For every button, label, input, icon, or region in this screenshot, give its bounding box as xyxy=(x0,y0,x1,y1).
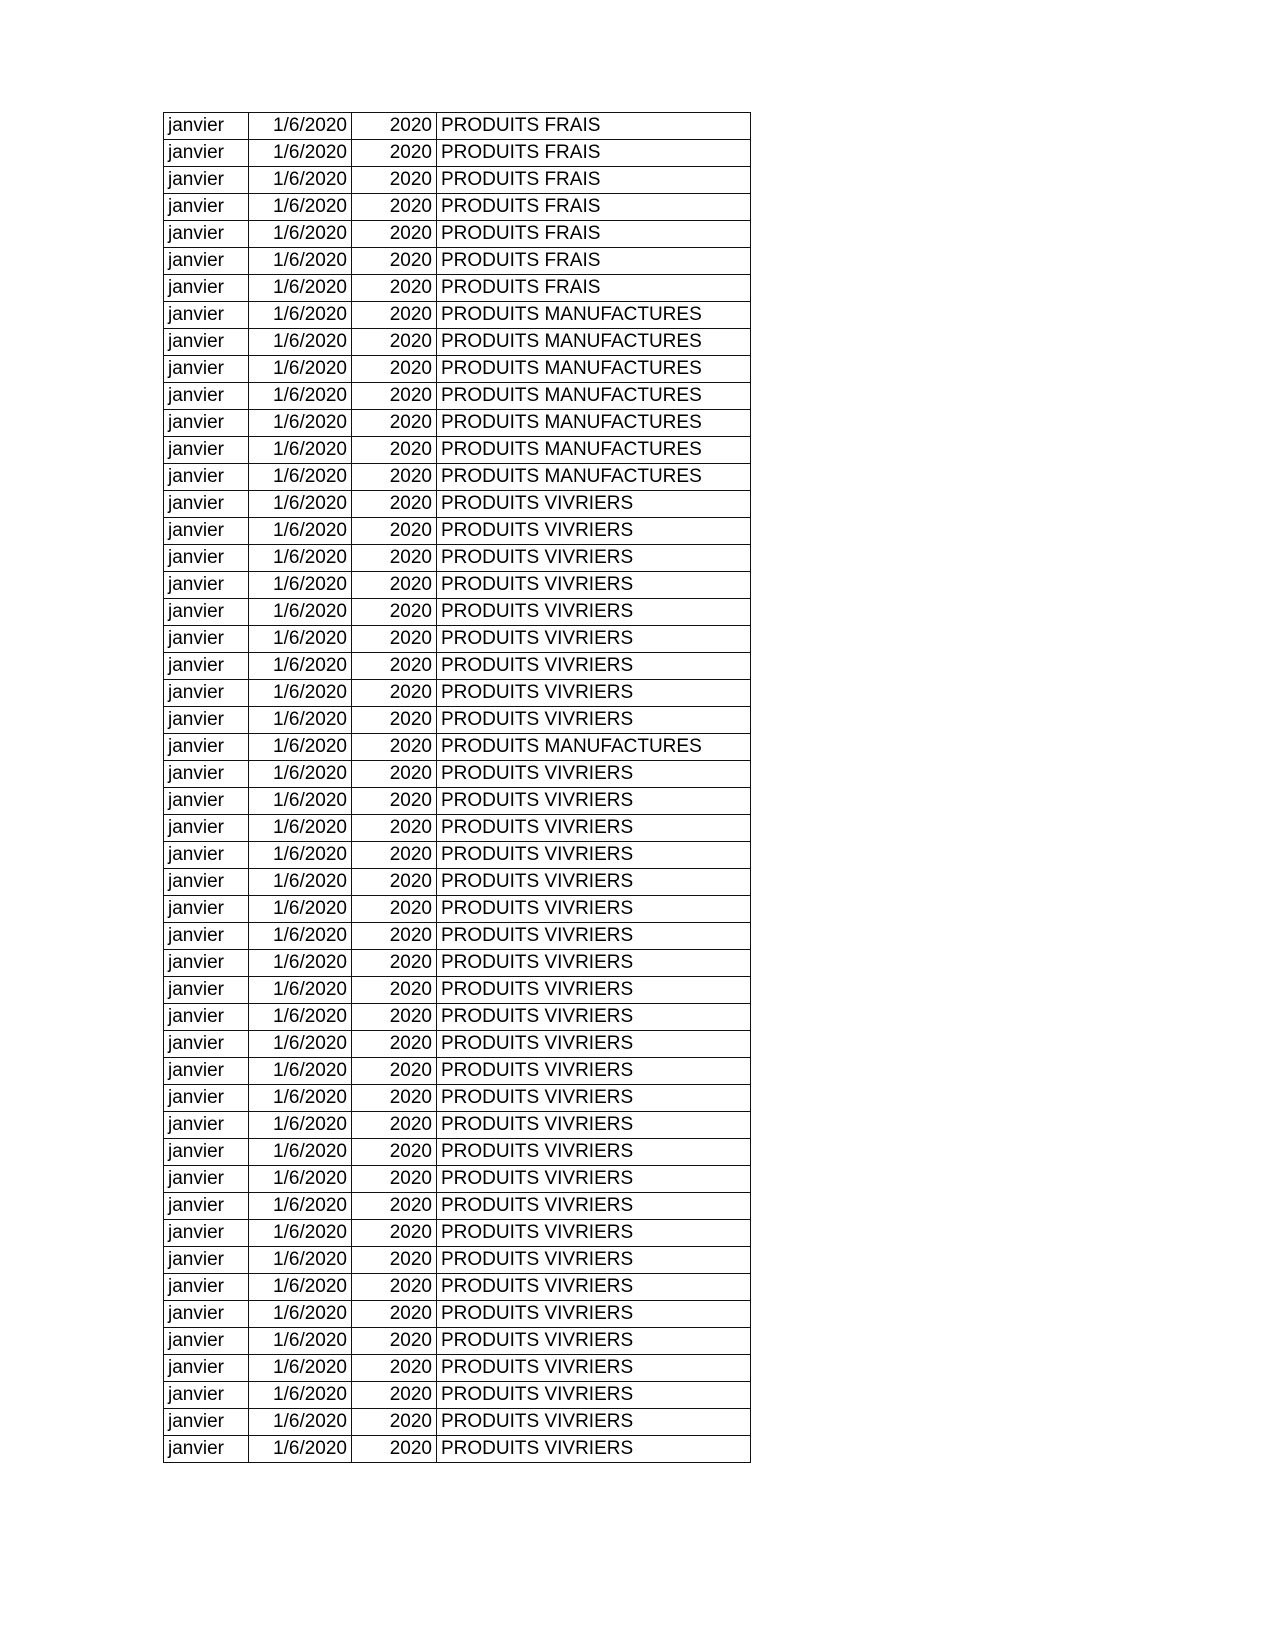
cell-year: 2020 xyxy=(352,788,437,815)
cell-date: 1/6/2020 xyxy=(249,626,352,653)
table-row xyxy=(164,1166,751,1193)
cell-date: 1/6/2020 xyxy=(249,923,352,950)
table-row xyxy=(164,1247,751,1274)
table-row xyxy=(164,707,751,734)
cell-category: PRODUITS VIVRIERS xyxy=(437,977,751,1004)
cell-category: PRODUITS VIVRIERS xyxy=(437,1139,751,1166)
cell-month: janvier xyxy=(164,329,249,356)
cell-month: janvier xyxy=(164,1409,249,1436)
cell-month: janvier xyxy=(164,950,249,977)
table-row xyxy=(164,896,751,923)
cell-year: 2020 xyxy=(352,815,437,842)
table-row xyxy=(164,869,751,896)
table-row xyxy=(164,140,751,167)
cell-category: PRODUITS MANUFACTURES xyxy=(437,410,751,437)
cell-year: 2020 xyxy=(352,950,437,977)
cell-date: 1/6/2020 xyxy=(249,1112,352,1139)
cell-year: 2020 xyxy=(352,491,437,518)
table-row xyxy=(164,410,751,437)
cell-category: PRODUITS VIVRIERS xyxy=(437,572,751,599)
cell-year: 2020 xyxy=(352,869,437,896)
cell-month: janvier xyxy=(164,518,249,545)
cell-year: 2020 xyxy=(352,545,437,572)
cell-date: 1/6/2020 xyxy=(249,437,352,464)
cell-month: janvier xyxy=(164,113,249,140)
cell-category: PRODUITS VIVRIERS xyxy=(437,788,751,815)
cell-date: 1/6/2020 xyxy=(249,518,352,545)
table-row xyxy=(164,1409,751,1436)
table-row xyxy=(164,518,751,545)
cell-month: janvier xyxy=(164,1139,249,1166)
cell-month: janvier xyxy=(164,275,249,302)
cell-year: 2020 xyxy=(352,1058,437,1085)
table-row xyxy=(164,977,751,1004)
cell-date: 1/6/2020 xyxy=(249,896,352,923)
cell-category: PRODUITS VIVRIERS xyxy=(437,842,751,869)
table-row xyxy=(164,1004,751,1031)
cell-year: 2020 xyxy=(352,1166,437,1193)
cell-year: 2020 xyxy=(352,923,437,950)
cell-category: PRODUITS FRAIS xyxy=(437,194,751,221)
table-row xyxy=(164,1436,751,1463)
cell-date: 1/6/2020 xyxy=(249,491,352,518)
cell-category: PRODUITS VIVRIERS xyxy=(437,1274,751,1301)
cell-year: 2020 xyxy=(352,1085,437,1112)
table-row xyxy=(164,1193,751,1220)
cell-date: 1/6/2020 xyxy=(249,1166,352,1193)
table-row xyxy=(164,1301,751,1328)
cell-category: PRODUITS VIVRIERS xyxy=(437,1328,751,1355)
table-row xyxy=(164,923,751,950)
cell-month: janvier xyxy=(164,194,249,221)
table-row xyxy=(164,1085,751,1112)
cell-category: PRODUITS VIVRIERS xyxy=(437,761,751,788)
cell-year: 2020 xyxy=(352,167,437,194)
cell-year: 2020 xyxy=(352,113,437,140)
cell-category: PRODUITS VIVRIERS xyxy=(437,707,751,734)
cell-month: janvier xyxy=(164,977,249,1004)
cell-year: 2020 xyxy=(352,626,437,653)
cell-date: 1/6/2020 xyxy=(249,1139,352,1166)
cell-month: janvier xyxy=(164,1355,249,1382)
cell-month: janvier xyxy=(164,1112,249,1139)
cell-month: janvier xyxy=(164,248,249,275)
table-row xyxy=(164,1220,751,1247)
cell-category: PRODUITS VIVRIERS xyxy=(437,869,751,896)
table-row xyxy=(164,1112,751,1139)
cell-month: janvier xyxy=(164,491,249,518)
table-row xyxy=(164,1274,751,1301)
table-row xyxy=(164,491,751,518)
cell-month: janvier xyxy=(164,545,249,572)
cell-category: PRODUITS VIVRIERS xyxy=(437,653,751,680)
cell-year: 2020 xyxy=(352,356,437,383)
cell-date: 1/6/2020 xyxy=(249,1301,352,1328)
cell-category: PRODUITS VIVRIERS xyxy=(437,680,751,707)
cell-date: 1/6/2020 xyxy=(249,1004,352,1031)
table-row xyxy=(164,275,751,302)
cell-month: janvier xyxy=(164,1220,249,1247)
cell-year: 2020 xyxy=(352,329,437,356)
cell-month: janvier xyxy=(164,140,249,167)
cell-year: 2020 xyxy=(352,1301,437,1328)
table-row xyxy=(164,329,751,356)
cell-date: 1/6/2020 xyxy=(249,842,352,869)
cell-month: janvier xyxy=(164,842,249,869)
cell-category: PRODUITS MANUFACTURES xyxy=(437,302,751,329)
cell-month: janvier xyxy=(164,707,249,734)
table-row xyxy=(164,167,751,194)
table-row xyxy=(164,221,751,248)
cell-year: 2020 xyxy=(352,1031,437,1058)
table-row xyxy=(164,572,751,599)
table-row xyxy=(164,1058,751,1085)
cell-category: PRODUITS VIVRIERS xyxy=(437,518,751,545)
cell-date: 1/6/2020 xyxy=(249,1085,352,1112)
cell-category: PRODUITS MANUFACTURES xyxy=(437,356,751,383)
cell-date: 1/6/2020 xyxy=(249,194,352,221)
table-row xyxy=(164,545,751,572)
table-row xyxy=(164,248,751,275)
cell-month: janvier xyxy=(164,869,249,896)
cell-year: 2020 xyxy=(352,599,437,626)
cell-month: janvier xyxy=(164,356,249,383)
cell-category: PRODUITS FRAIS xyxy=(437,167,751,194)
cell-year: 2020 xyxy=(352,410,437,437)
cell-category: PRODUITS FRAIS xyxy=(437,248,751,275)
cell-date: 1/6/2020 xyxy=(249,1382,352,1409)
cell-year: 2020 xyxy=(352,977,437,1004)
cell-date: 1/6/2020 xyxy=(249,977,352,1004)
cell-year: 2020 xyxy=(352,464,437,491)
cell-date: 1/6/2020 xyxy=(249,1058,352,1085)
table-row xyxy=(164,194,751,221)
cell-category: PRODUITS VIVRIERS xyxy=(437,1382,751,1409)
cell-category: PRODUITS VIVRIERS xyxy=(437,1085,751,1112)
cell-date: 1/6/2020 xyxy=(249,248,352,275)
spreadsheet-table xyxy=(163,112,751,1463)
cell-month: janvier xyxy=(164,302,249,329)
cell-year: 2020 xyxy=(352,302,437,329)
cell-category: PRODUITS VIVRIERS xyxy=(437,1193,751,1220)
table-row xyxy=(164,680,751,707)
cell-month: janvier xyxy=(164,761,249,788)
cell-date: 1/6/2020 xyxy=(249,599,352,626)
cell-date: 1/6/2020 xyxy=(249,1409,352,1436)
table-row xyxy=(164,113,751,140)
table-row xyxy=(164,383,751,410)
cell-category: PRODUITS VIVRIERS xyxy=(437,1247,751,1274)
cell-category: PRODUITS VIVRIERS xyxy=(437,896,751,923)
table-row xyxy=(164,1355,751,1382)
cell-month: janvier xyxy=(164,1382,249,1409)
table-body xyxy=(164,113,751,1463)
cell-month: janvier xyxy=(164,680,249,707)
table-row xyxy=(164,788,751,815)
table-row xyxy=(164,842,751,869)
cell-date: 1/6/2020 xyxy=(249,869,352,896)
cell-date: 1/6/2020 xyxy=(249,1328,352,1355)
cell-month: janvier xyxy=(164,1004,249,1031)
cell-date: 1/6/2020 xyxy=(249,329,352,356)
table-row xyxy=(164,1382,751,1409)
cell-month: janvier xyxy=(164,788,249,815)
cell-month: janvier xyxy=(164,1193,249,1220)
cell-month: janvier xyxy=(164,410,249,437)
cell-year: 2020 xyxy=(352,680,437,707)
cell-year: 2020 xyxy=(352,1004,437,1031)
cell-date: 1/6/2020 xyxy=(249,545,352,572)
cell-month: janvier xyxy=(164,221,249,248)
cell-year: 2020 xyxy=(352,572,437,599)
cell-category: PRODUITS FRAIS xyxy=(437,275,751,302)
cell-month: janvier xyxy=(164,599,249,626)
cell-date: 1/6/2020 xyxy=(249,275,352,302)
cell-category: PRODUITS VIVRIERS xyxy=(437,923,751,950)
cell-month: janvier xyxy=(164,734,249,761)
cell-year: 2020 xyxy=(352,1274,437,1301)
table-row xyxy=(164,599,751,626)
table-row xyxy=(164,626,751,653)
cell-month: janvier xyxy=(164,1436,249,1463)
cell-date: 1/6/2020 xyxy=(249,950,352,977)
cell-year: 2020 xyxy=(352,1436,437,1463)
cell-category: PRODUITS VIVRIERS xyxy=(437,815,751,842)
cell-date: 1/6/2020 xyxy=(249,356,352,383)
cell-date: 1/6/2020 xyxy=(249,383,352,410)
cell-year: 2020 xyxy=(352,761,437,788)
cell-category: PRODUITS VIVRIERS xyxy=(437,599,751,626)
cell-year: 2020 xyxy=(352,221,437,248)
cell-month: janvier xyxy=(164,1085,249,1112)
cell-date: 1/6/2020 xyxy=(249,1220,352,1247)
cell-date: 1/6/2020 xyxy=(249,1436,352,1463)
cell-date: 1/6/2020 xyxy=(249,113,352,140)
cell-category: PRODUITS VIVRIERS xyxy=(437,950,751,977)
cell-month: janvier xyxy=(164,437,249,464)
cell-year: 2020 xyxy=(352,1328,437,1355)
cell-year: 2020 xyxy=(352,1355,437,1382)
cell-category: PRODUITS MANUFACTURES xyxy=(437,464,751,491)
cell-category: PRODUITS VIVRIERS xyxy=(437,545,751,572)
cell-year: 2020 xyxy=(352,1112,437,1139)
cell-date: 1/6/2020 xyxy=(249,302,352,329)
cell-category: PRODUITS VIVRIERS xyxy=(437,1355,751,1382)
cell-year: 2020 xyxy=(352,653,437,680)
cell-date: 1/6/2020 xyxy=(249,1031,352,1058)
cell-date: 1/6/2020 xyxy=(249,761,352,788)
cell-month: janvier xyxy=(164,1166,249,1193)
table-row xyxy=(164,1328,751,1355)
cell-category: PRODUITS VIVRIERS xyxy=(437,1301,751,1328)
table-row xyxy=(164,437,751,464)
cell-month: janvier xyxy=(164,383,249,410)
cell-year: 2020 xyxy=(352,734,437,761)
cell-month: janvier xyxy=(164,815,249,842)
cell-year: 2020 xyxy=(352,1193,437,1220)
cell-year: 2020 xyxy=(352,1409,437,1436)
cell-category: PRODUITS MANUFACTURES xyxy=(437,329,751,356)
cell-category: PRODUITS FRAIS xyxy=(437,113,751,140)
cell-category: PRODUITS MANUFACTURES xyxy=(437,437,751,464)
cell-category: PRODUITS VIVRIERS xyxy=(437,1112,751,1139)
cell-month: janvier xyxy=(164,1031,249,1058)
table-row xyxy=(164,1139,751,1166)
cell-year: 2020 xyxy=(352,896,437,923)
cell-month: janvier xyxy=(164,626,249,653)
cell-date: 1/6/2020 xyxy=(249,707,352,734)
table-row xyxy=(164,653,751,680)
cell-category: PRODUITS MANUFACTURES xyxy=(437,383,751,410)
table-row xyxy=(164,356,751,383)
cell-year: 2020 xyxy=(352,518,437,545)
cell-date: 1/6/2020 xyxy=(249,815,352,842)
cell-month: janvier xyxy=(164,1058,249,1085)
cell-date: 1/6/2020 xyxy=(249,734,352,761)
cell-date: 1/6/2020 xyxy=(249,140,352,167)
cell-category: PRODUITS VIVRIERS xyxy=(437,1220,751,1247)
cell-year: 2020 xyxy=(352,842,437,869)
cell-date: 1/6/2020 xyxy=(249,680,352,707)
cell-month: janvier xyxy=(164,1301,249,1328)
cell-date: 1/6/2020 xyxy=(249,221,352,248)
cell-year: 2020 xyxy=(352,1247,437,1274)
cell-month: janvier xyxy=(164,167,249,194)
cell-year: 2020 xyxy=(352,140,437,167)
cell-category: PRODUITS VIVRIERS xyxy=(437,1031,751,1058)
cell-date: 1/6/2020 xyxy=(249,1247,352,1274)
cell-date: 1/6/2020 xyxy=(249,653,352,680)
cell-year: 2020 xyxy=(352,1382,437,1409)
cell-year: 2020 xyxy=(352,707,437,734)
table-row xyxy=(164,950,751,977)
cell-category: PRODUITS VIVRIERS xyxy=(437,1409,751,1436)
cell-year: 2020 xyxy=(352,383,437,410)
cell-year: 2020 xyxy=(352,437,437,464)
cell-date: 1/6/2020 xyxy=(249,1193,352,1220)
cell-date: 1/6/2020 xyxy=(249,410,352,437)
cell-category: PRODUITS VIVRIERS xyxy=(437,1058,751,1085)
cell-month: janvier xyxy=(164,1247,249,1274)
cell-year: 2020 xyxy=(352,248,437,275)
cell-year: 2020 xyxy=(352,194,437,221)
cell-category: PRODUITS MANUFACTURES xyxy=(437,734,751,761)
table-row xyxy=(164,464,751,491)
cell-date: 1/6/2020 xyxy=(249,167,352,194)
cell-category: PRODUITS VIVRIERS xyxy=(437,1436,751,1463)
cell-year: 2020 xyxy=(352,1139,437,1166)
cell-category: PRODUITS VIVRIERS xyxy=(437,1166,751,1193)
cell-month: janvier xyxy=(164,896,249,923)
table-row xyxy=(164,815,751,842)
cell-month: janvier xyxy=(164,923,249,950)
cell-category: PRODUITS FRAIS xyxy=(437,221,751,248)
cell-date: 1/6/2020 xyxy=(249,1274,352,1301)
cell-date: 1/6/2020 xyxy=(249,464,352,491)
cell-month: janvier xyxy=(164,1274,249,1301)
table-row xyxy=(164,302,751,329)
cell-year: 2020 xyxy=(352,275,437,302)
cell-category: PRODUITS VIVRIERS xyxy=(437,1004,751,1031)
cell-month: janvier xyxy=(164,572,249,599)
table-row xyxy=(164,1031,751,1058)
cell-date: 1/6/2020 xyxy=(249,1355,352,1382)
cell-month: janvier xyxy=(164,653,249,680)
cell-category: PRODUITS VIVRIERS xyxy=(437,626,751,653)
cell-category: PRODUITS VIVRIERS xyxy=(437,491,751,518)
cell-year: 2020 xyxy=(352,1220,437,1247)
table-row xyxy=(164,734,751,761)
cell-month: janvier xyxy=(164,1328,249,1355)
table-row xyxy=(164,761,751,788)
cell-month: janvier xyxy=(164,464,249,491)
cell-category: PRODUITS FRAIS xyxy=(437,140,751,167)
cell-date: 1/6/2020 xyxy=(249,572,352,599)
cell-date: 1/6/2020 xyxy=(249,788,352,815)
